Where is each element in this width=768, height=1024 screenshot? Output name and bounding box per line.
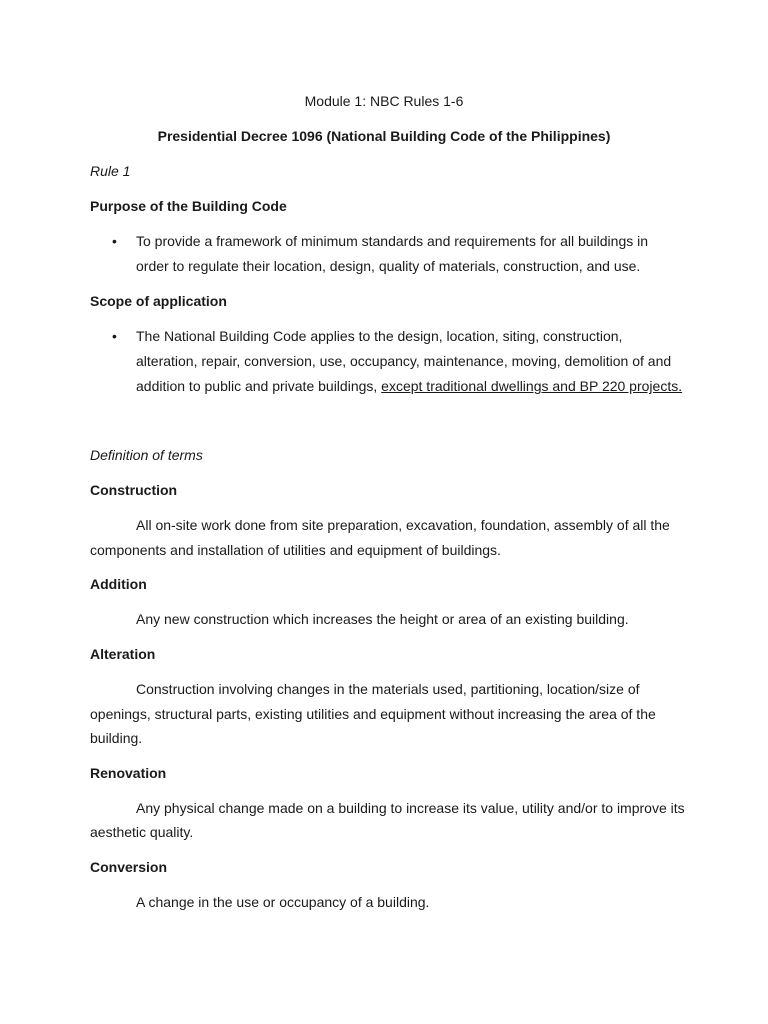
purpose-heading: Purpose of the Building Code bbox=[90, 198, 287, 214]
scope-heading: Scope of application bbox=[90, 293, 227, 309]
conversion-line-1: A change in the use or occupancy of a building. bbox=[136, 894, 430, 910]
bullet-icon: • bbox=[112, 233, 117, 249]
term-heading-alteration: Alteration bbox=[90, 646, 156, 662]
term-heading-construction: Construction bbox=[90, 482, 178, 498]
alteration-line-3: building. bbox=[90, 730, 143, 746]
scope-bullet-line-1: The National Building Code applies to the design, location, siting, construction, bbox=[136, 328, 623, 344]
renovation-line-2: aesthetic quality. bbox=[90, 824, 194, 840]
alteration-line-2: openings, structural parts, existing utilities and equipment without increasing the area of the bbox=[90, 706, 656, 722]
term-heading-addition: Addition bbox=[90, 576, 147, 592]
alteration-line-1: Construction involving changes in the materials used, partitioning, location/size of bbox=[136, 681, 640, 697]
purpose-bullet-line-2: order to regulate their location, design, quality of materials, construction, and use. bbox=[136, 258, 641, 274]
construction-line-2: components and installation of utilities and equipment of buildings. bbox=[90, 542, 501, 558]
module-header: Module 1: NBC Rules 1-6 bbox=[304, 93, 464, 109]
scope-bullet-line-3-plain: addition to public and private buildings, bbox=[136, 378, 382, 394]
renovation-line-1: Any physical change made on a building to increase its value, utility and/or to improve its bbox=[136, 800, 685, 816]
addition-line-1: Any new construction which increases the height or area of an existing building. bbox=[136, 611, 629, 627]
bullet-icon: • bbox=[112, 328, 117, 344]
term-heading-renovation: Renovation bbox=[90, 765, 167, 781]
scope-bullet-line-2: alteration, repair, conversion, use, occupancy, maintenance, moving, demolition of and bbox=[136, 353, 672, 369]
construction-line-1: All on-site work done from site preparation, excavation, foundation, assembly of all the bbox=[136, 517, 670, 533]
term-heading-conversion: Conversion bbox=[90, 859, 168, 875]
purpose-bullet-line-1: To provide a framework of minimum standards and requirements for all buildings in bbox=[136, 233, 649, 249]
document-title: Presidential Decree 1096 (National Building Code of the Philippines) bbox=[157, 128, 611, 144]
definitions-label: Definition of terms bbox=[90, 447, 203, 463]
scope-exception-underlined: except traditional dwellings and BP 220 projects. bbox=[381, 378, 683, 394]
scope-bullet-line-3 bbox=[136, 377, 682, 395]
rule-label: Rule 1 bbox=[90, 163, 131, 179]
